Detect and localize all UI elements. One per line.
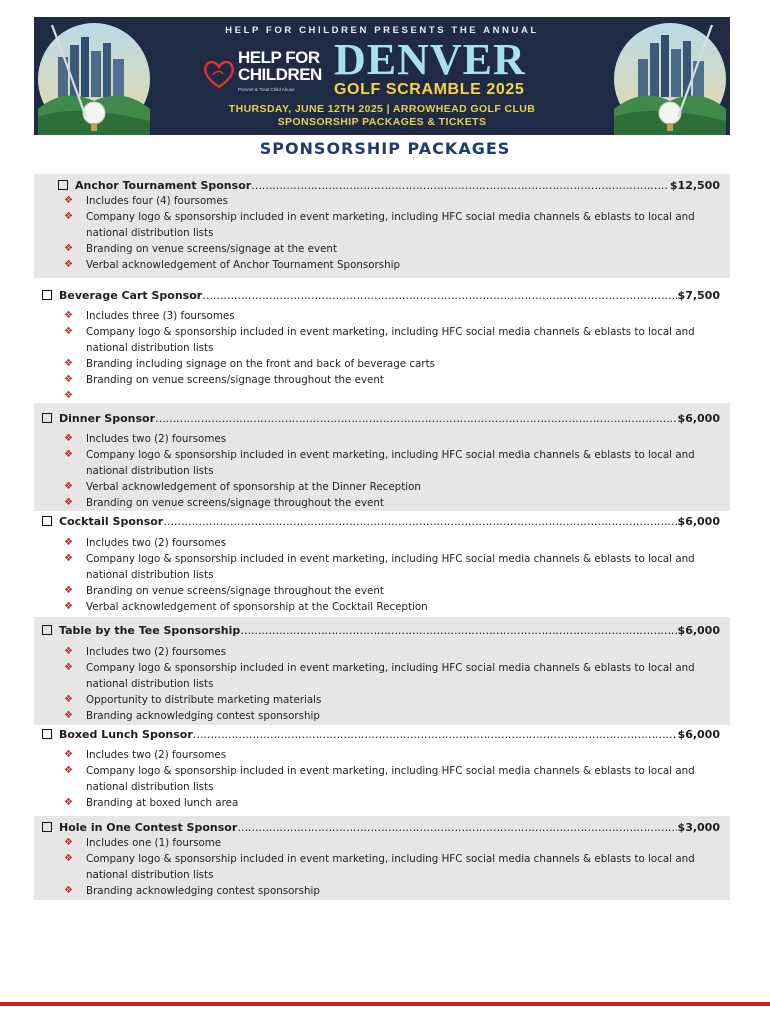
benefit-text: Includes two (2) foursomes	[86, 537, 227, 549]
list-item	[64, 747, 700, 763]
diamond-bullet-icon: ❖	[64, 374, 73, 385]
diamond-bullet-icon: ❖	[64, 853, 73, 864]
list-item	[64, 660, 700, 692]
footer-divider	[0, 1002, 770, 1006]
benefit-text: Company logo & sponsorship included in event marketing, including HFC social media channels & eblasts to local and national distribution lists	[86, 765, 695, 793]
list-item	[64, 324, 700, 356]
diamond-bullet-icon: ❖	[64, 601, 73, 612]
package-price: $6,000	[677, 514, 720, 528]
list-item	[64, 795, 700, 811]
diamond-bullet-icon: ❖	[64, 358, 73, 369]
list-item	[64, 708, 700, 724]
benefit-text: Company logo & sponsorship included in event marketing, including HFC social media channels & eblasts to local and national distribution lists	[86, 853, 695, 881]
checkbox-icon	[58, 180, 68, 190]
benefit-text: Includes two (2) foursomes	[86, 749, 227, 761]
event-city: DENVER	[334, 35, 526, 84]
package-name: Dinner Sponsor	[59, 411, 155, 425]
checkbox-icon	[42, 516, 52, 526]
event-banner	[34, 17, 730, 135]
benefit-text: Branding on venue screens/signage at the event	[86, 243, 337, 255]
benefit-text: Branding acknowledging contest sponsorship	[86, 885, 320, 897]
leader-dots	[240, 624, 676, 637]
diamond-bullet-icon: ❖	[64, 537, 73, 548]
list-item	[64, 835, 700, 851]
package-benefits	[64, 535, 700, 615]
event-date-venue: THURSDAY, JUNE 12TH 2025 | ARROWHEAD GOLF CLUB	[228, 103, 536, 115]
package-benefits	[64, 835, 700, 899]
package-title-row	[34, 819, 720, 835]
leader-dots	[163, 515, 676, 528]
package-benefits	[64, 431, 700, 511]
checkbox-icon	[42, 413, 52, 423]
package-title-row	[34, 726, 720, 742]
benefit-text: Verbal acknowledgement of Anchor Tournament Sponsorship	[86, 259, 401, 271]
diamond-bullet-icon: ❖	[64, 765, 73, 776]
diamond-bullet-icon: ❖	[64, 837, 73, 848]
list-item	[64, 583, 700, 599]
list-item	[64, 692, 700, 708]
package-price: $6,000	[677, 623, 720, 637]
checkbox-icon	[42, 625, 52, 635]
benefit-text: Branding on venue screens/signage throughout the event	[86, 374, 384, 386]
package-name: Anchor Tournament Sponsor	[75, 178, 252, 192]
logo-text-line2: CHILDREN	[238, 65, 322, 84]
banner-top-line: HELP FOR CHILDREN PRESENTS THE ANNUAL	[225, 25, 539, 36]
heart-logo-icon	[202, 57, 236, 91]
package-price: $7,500	[677, 288, 720, 302]
package-beverage-cart	[34, 286, 730, 402]
diamond-bullet-icon: ❖	[64, 710, 73, 721]
benefit-text: Verbal acknowledgement of sponsorship at the Cocktail Reception	[86, 601, 428, 613]
diamond-bullet-icon: ❖	[64, 585, 73, 596]
leader-dots	[237, 821, 676, 834]
list-item	[64, 257, 700, 273]
benefit-text: Includes two (2) foursomes	[86, 433, 227, 445]
diamond-bullet-icon: ❖	[64, 553, 73, 564]
list-item	[64, 209, 700, 241]
benefit-text: Verbal acknowledgement of sponsorship at the Dinner Reception	[86, 481, 421, 493]
package-price: $3,000	[677, 820, 720, 834]
package-benefits	[64, 193, 700, 273]
package-table-by-the-tee	[34, 617, 730, 725]
help-for-children-logo	[202, 43, 338, 109]
package-name: Boxed Lunch Sponsor	[59, 727, 193, 741]
diamond-bullet-icon: ❖	[64, 481, 73, 492]
leader-dots	[155, 412, 677, 425]
benefit-text: Branding on venue screens/signage throughout the event	[86, 585, 384, 597]
diamond-bullet-icon: ❖	[64, 646, 73, 657]
package-price: $12,500	[669, 178, 720, 192]
checkbox-icon	[42, 729, 52, 739]
list-item	[64, 644, 700, 660]
diamond-bullet-icon: ❖	[64, 885, 73, 896]
benefit-text: Company logo & sponsorship included in event marketing, including HFC social media channels & eblasts to local and national distribution lists	[86, 662, 695, 690]
package-title-row	[34, 177, 720, 193]
package-dinner	[34, 403, 730, 511]
list-item	[64, 372, 700, 388]
list-item	[64, 851, 700, 883]
diamond-bullet-icon: ❖	[64, 211, 73, 222]
benefit-text: Includes two (2) foursomes	[86, 646, 227, 658]
benefit-text: Includes one (1) foursome	[86, 837, 222, 849]
diamond-bullet-icon: ❖	[64, 749, 73, 760]
package-title-row	[34, 622, 720, 638]
list-item	[64, 447, 700, 479]
package-cocktail	[34, 512, 730, 616]
banner-packages-line: SPONSORSHIP PACKAGES & TICKETS	[277, 116, 487, 128]
diamond-bullet-icon: ❖	[64, 390, 73, 401]
package-hole-in-one	[34, 816, 730, 900]
list-item	[64, 308, 700, 324]
diamond-bullet-icon: ❖	[64, 326, 73, 337]
logo-tagline: Prevent & Treat Child Abuse	[238, 87, 295, 92]
list-item	[64, 495, 700, 511]
list-item	[64, 193, 700, 209]
package-title-row	[34, 287, 720, 303]
checkbox-icon	[42, 290, 52, 300]
benefit-text: Branding including signage on the front and back of beverage carts	[86, 358, 435, 370]
benefit-text: Company logo & sponsorship included in event marketing, including HFC social media channels & eblasts to local and national distribution lists	[86, 326, 695, 354]
page-title: SPONSORSHIP PACKAGES	[259, 139, 511, 158]
diamond-bullet-icon: ❖	[64, 694, 73, 705]
list-item	[64, 551, 700, 583]
checkbox-icon	[42, 822, 52, 832]
diamond-bullet-icon: ❖	[64, 433, 73, 444]
benefit-text: Includes three (3) foursomes	[86, 310, 235, 322]
package-name: Cocktail Sponsor	[59, 514, 164, 528]
list-item	[64, 356, 700, 372]
diamond-bullet-icon: ❖	[64, 662, 73, 673]
list-item	[64, 883, 700, 899]
package-benefits	[64, 644, 700, 724]
package-name: Hole in One Contest Sponsor	[59, 820, 238, 834]
package-name: Table by the Tee Sponsorship	[59, 623, 241, 637]
package-benefits	[64, 747, 700, 811]
diamond-bullet-icon: ❖	[64, 797, 73, 808]
event-name: GOLF SCRAMBLE 2025	[334, 81, 525, 98]
list-item	[64, 535, 700, 551]
package-price: $6,000	[677, 727, 720, 741]
benefit-text: Includes four (4) foursomes	[86, 195, 229, 207]
diamond-bullet-icon: ❖	[64, 195, 73, 206]
list-item	[64, 599, 700, 615]
benefit-text: Company logo & sponsorship included in event marketing, including HFC social media channels & eblasts to local and national distribution lists	[86, 211, 695, 239]
package-title-row	[34, 513, 720, 529]
leader-dots	[202, 289, 676, 302]
list-item	[64, 479, 700, 495]
logo-text	[238, 49, 322, 83]
benefit-text: Branding at boxed lunch area	[86, 797, 239, 809]
package-boxed-lunch	[34, 726, 730, 816]
diamond-bullet-icon: ❖	[64, 497, 73, 508]
benefit-text: Branding acknowledging contest sponsorship	[86, 710, 320, 722]
diamond-bullet-icon: ❖	[64, 243, 73, 254]
package-benefits	[64, 308, 700, 401]
benefit-text: Opportunity to distribute marketing materials	[86, 694, 322, 706]
list-item	[64, 431, 700, 447]
logo-text-line1: HELP FOR	[238, 48, 320, 67]
package-name: Beverage Cart Sponsor	[59, 288, 203, 302]
list-item	[64, 241, 700, 257]
package-anchor	[34, 174, 730, 278]
diamond-bullet-icon: ❖	[64, 259, 73, 270]
list-item	[64, 763, 700, 795]
diamond-bullet-icon: ❖	[64, 449, 73, 460]
package-title-row	[34, 410, 720, 426]
diamond-bullet-icon: ❖	[64, 310, 73, 321]
benefit-text: Company logo & sponsorship included in event marketing, including HFC social media channels & eblasts to local and national distribution lists	[86, 553, 695, 581]
benefit-text: Branding on venue screens/signage throughout the event	[86, 497, 384, 509]
package-price: $6,000	[677, 411, 720, 425]
leader-dots	[251, 179, 669, 192]
leader-dots	[193, 728, 677, 741]
benefit-text: Company logo & sponsorship included in event marketing, including HFC social media channels & eblasts to local and national distribution lists	[86, 449, 695, 477]
